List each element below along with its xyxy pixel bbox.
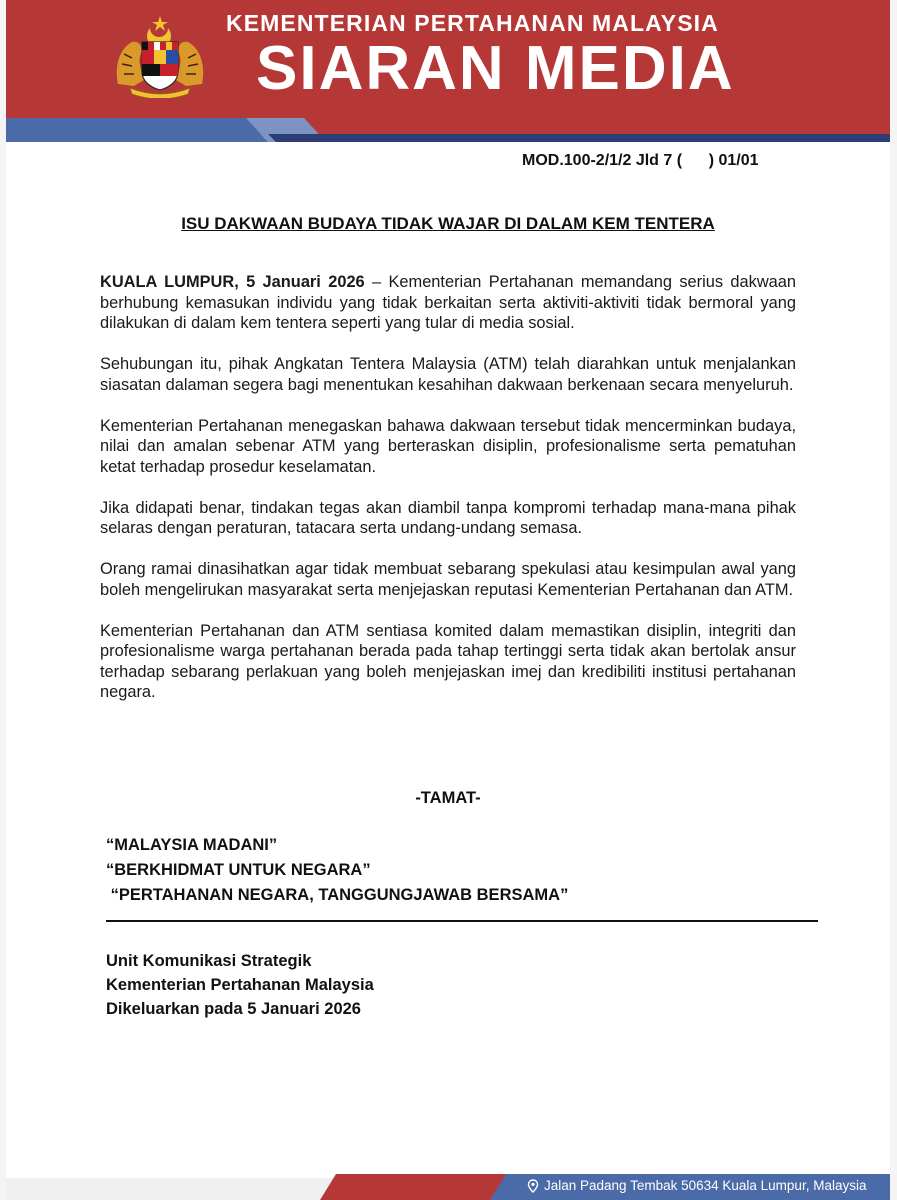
statement-body (100, 272, 796, 723)
issuer-block (106, 949, 374, 1021)
dateline: KUALA LUMPUR, 5 Januari 2026 (100, 273, 365, 291)
paragraph-3: Kementerian Pertahanan menegaskan bahawa dakwaan tersebut tidak mencerminkan budaya, nilai dan amalan sebenar ATM yang berteraskan disiplin, profesionalisme serta pematuhan ketat terhadap prosedur keselamatan. (100, 416, 796, 476)
location-pin-icon (526, 1179, 540, 1193)
malaysia-coat-of-arms-logo (110, 14, 210, 98)
issue-date: Dikeluarkan pada 5 Januari 2026 (106, 1000, 361, 1018)
slogan-line: “BERKHIDMAT UNTUK NEGARA” (106, 861, 371, 879)
slogan-line: “MALAYSIA MADANI” (106, 836, 278, 854)
address-text: Jalan Padang Tembak 50634 Kuala Lumpur, Malaysia (544, 1178, 867, 1193)
slogan-line: “PERTAHANAN NEGARA, TANGGUNGJAWAB BERSAMA” (106, 886, 569, 904)
paragraph-6: Kementerian Pertahanan dan ATM sentiasa komited dalam memastikan disiplin, integriti dan profesionalisme warga pertahanan berada pada tahap tertinggi serta tidak akan bertolak ansur terhadap sebarang perlakuan yang boleh menjejaskan imej dan kredibiliti institusi pertahanan negara. (100, 621, 796, 701)
press-release-page (6, 0, 890, 1200)
document-title: ISU DAKWAAN BUDAYA TIDAK WAJAR DI DALAM KEM TENTERA (181, 214, 715, 233)
header-banner (6, 0, 890, 142)
reference-number: MOD.100-2/1/2 Jld 7 ( ) 01/01 (522, 152, 759, 169)
issuer-ministry: Kementerian Pertahanan Malaysia (106, 976, 374, 994)
press-release-heading: SIARAN MEDIA (256, 34, 735, 103)
paragraph-5: Orang ramai dinasihatkan agar tidak membuat sebarang spekulasi atau kesimpulan awal yang boleh mengelirukan masyarakat serta menjejaskan reputasi Kementerian Pertahanan dan ATM. (100, 560, 796, 599)
paragraph-2: Sehubungan itu, pihak Angkatan Tentera Malaysia (ATM) telah diarahkan untuk menjalankan siasatan dalaman segera bagi menentukan kesahihan dakwaan berkenaan secara menyeluruh. (100, 355, 796, 394)
issuer-unit: Unit Komunikasi Strategik (106, 952, 312, 970)
footer-address (526, 1178, 866, 1193)
paragraph-1 (100, 272, 796, 334)
divider (106, 920, 818, 922)
paragraph-1-text: – Kementerian Pertahanan memandang serius dakwaan berhubung kemasukan individu yang tidak berkaitan serta aktiviti-aktiviti tidak bermoral yang dilakukan di dalam kem tentera seperti yang tular di media sosial. (100, 273, 797, 332)
end-marker: -TAMAT- (415, 789, 481, 807)
slogans (106, 833, 568, 908)
ministry-name-banner: KEMENTERIAN PERTAHANAN MALAYSIA (226, 10, 719, 36)
paragraph-4: Jika didapati benar, tindakan tegas akan diambil tanpa kompromi terhadap mana-mana pihak selaras dengan peraturan, tatacara serta undang-undang semasa. (100, 498, 796, 537)
